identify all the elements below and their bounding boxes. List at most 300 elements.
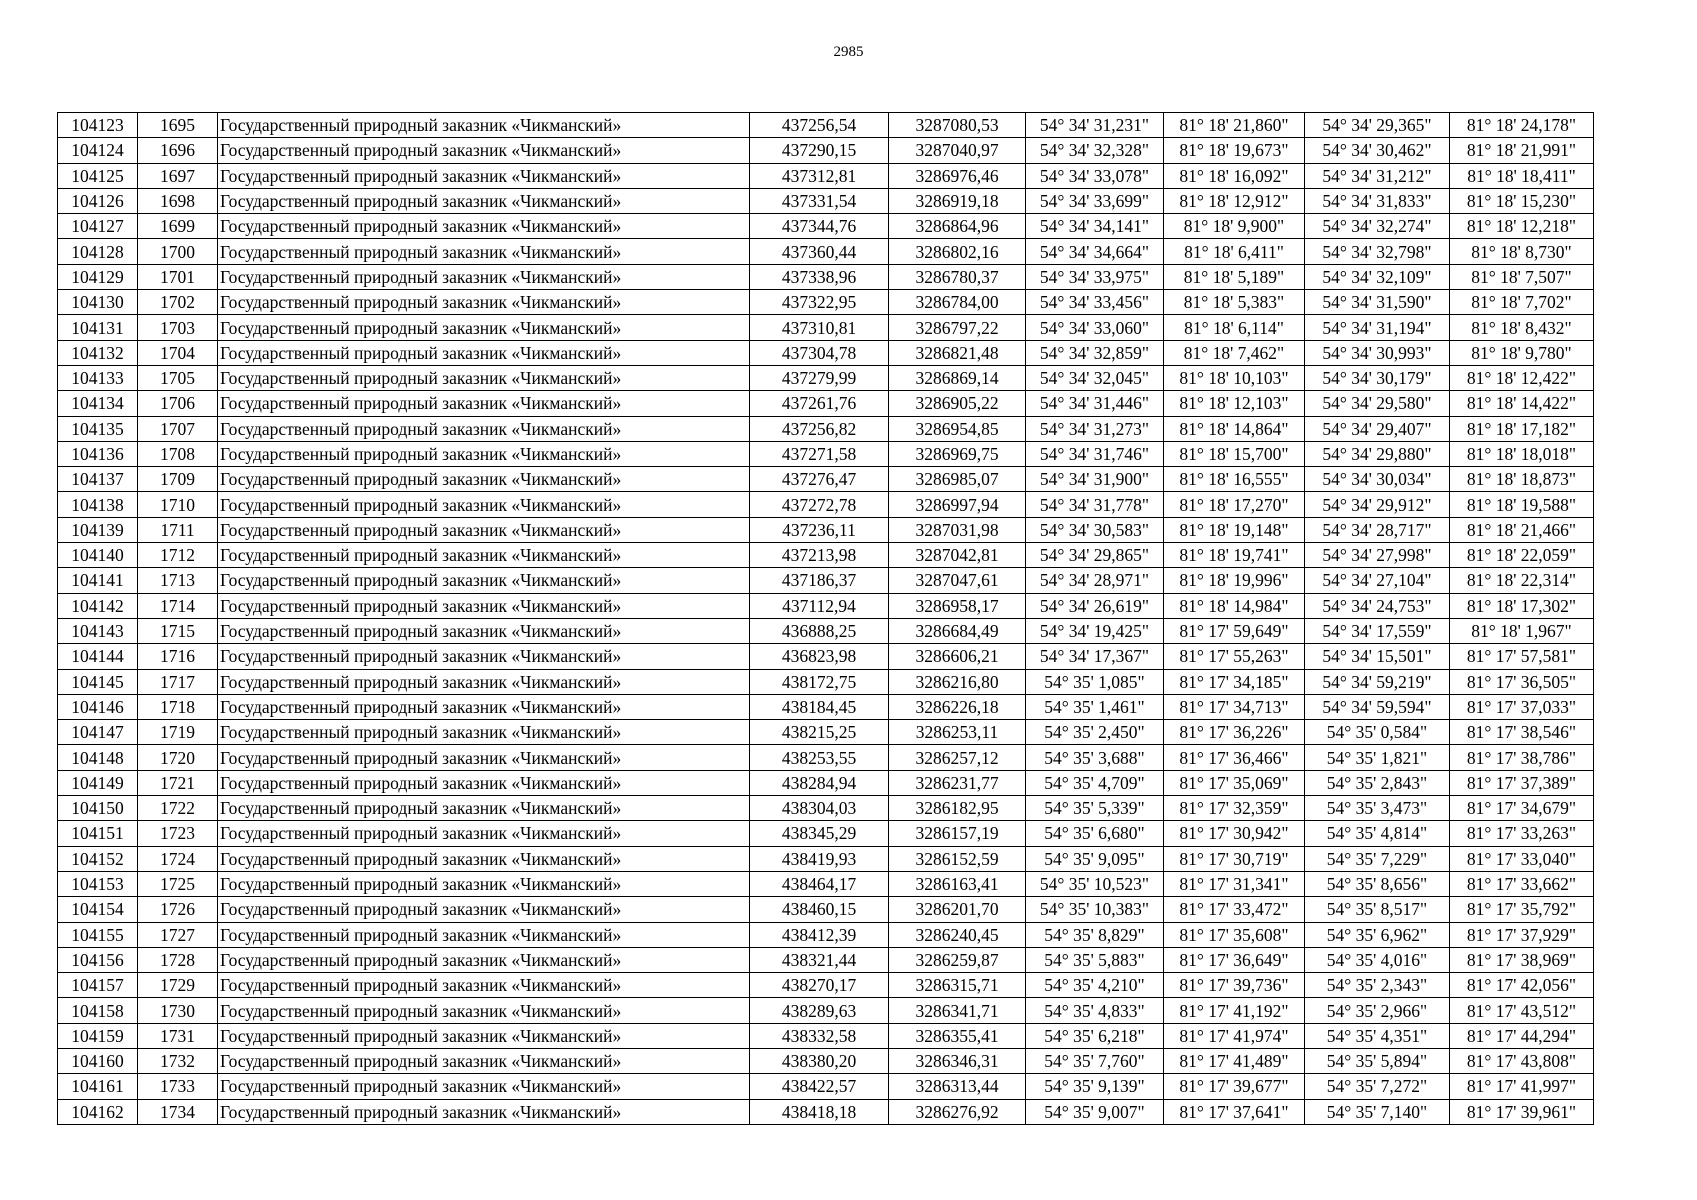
y-coordinate-cell: 3286958,17 xyxy=(889,593,1026,618)
longitude-1-cell: 81° 17' 31,341" xyxy=(1164,871,1305,896)
point-number-cell: 1695 xyxy=(138,113,218,138)
y-coordinate-cell: 3286905,22 xyxy=(889,391,1026,416)
object-name-cell: Государственный природный заказник «Чикманский» xyxy=(218,391,750,416)
object-name-cell: Государственный природный заказник «Чикманский» xyxy=(218,214,750,239)
longitude-1-cell: 81° 17' 34,713" xyxy=(1164,694,1305,719)
latitude-1-cell: 54° 34' 31,446" xyxy=(1026,391,1164,416)
point-number-cell: 1698 xyxy=(138,188,218,213)
table-row xyxy=(58,998,1594,1023)
point-number-cell: 1724 xyxy=(138,846,218,871)
x-coordinate-cell: 438464,17 xyxy=(750,871,889,896)
point-number-cell: 1712 xyxy=(138,543,218,568)
longitude-2-cell: 81° 18' 18,411" xyxy=(1450,163,1594,188)
latitude-1-cell: 54° 35' 4,833" xyxy=(1026,998,1164,1023)
object-name-cell: Государственный природный заказник «Чикманский» xyxy=(218,188,750,213)
longitude-2-cell: 81° 18' 14,422" xyxy=(1450,391,1594,416)
object-name-cell: Государственный природный заказник «Чикманский» xyxy=(218,922,750,947)
object-name-cell: Государственный природный заказник «Чикманский» xyxy=(218,897,750,922)
record-id-cell: 104128 xyxy=(58,239,138,264)
y-coordinate-cell: 3286240,45 xyxy=(889,922,1026,947)
table-row xyxy=(58,973,1594,998)
table-row xyxy=(58,163,1594,188)
longitude-1-cell: 81° 17' 55,263" xyxy=(1164,644,1305,669)
longitude-1-cell: 81° 18' 14,864" xyxy=(1164,416,1305,441)
y-coordinate-cell: 3286969,75 xyxy=(889,441,1026,466)
table-row xyxy=(58,694,1594,719)
table-row xyxy=(58,846,1594,871)
longitude-2-cell: 81° 18' 7,507" xyxy=(1450,264,1594,289)
latitude-1-cell: 54° 34' 19,425" xyxy=(1026,618,1164,643)
x-coordinate-cell: 437186,37 xyxy=(750,568,889,593)
longitude-1-cell: 81° 18' 14,984" xyxy=(1164,593,1305,618)
record-id-cell: 104123 xyxy=(58,113,138,138)
latitude-2-cell: 54° 35' 8,656" xyxy=(1305,871,1450,896)
table-row xyxy=(58,871,1594,896)
point-number-cell: 1716 xyxy=(138,644,218,669)
object-name-cell: Государственный природный заказник «Чикманский» xyxy=(218,239,750,264)
object-name-cell: Государственный природный заказник «Чикманский» xyxy=(218,618,750,643)
latitude-1-cell: 54° 34' 31,746" xyxy=(1026,441,1164,466)
longitude-2-cell: 81° 17' 57,581" xyxy=(1450,644,1594,669)
longitude-2-cell: 81° 18' 9,780" xyxy=(1450,340,1594,365)
longitude-2-cell: 81° 17' 38,969" xyxy=(1450,947,1594,972)
y-coordinate-cell: 3287031,98 xyxy=(889,517,1026,542)
x-coordinate-cell: 437304,78 xyxy=(750,340,889,365)
longitude-2-cell: 81° 17' 44,294" xyxy=(1450,1023,1594,1048)
point-number-cell: 1718 xyxy=(138,694,218,719)
longitude-1-cell: 81° 18' 6,114" xyxy=(1164,315,1305,340)
record-id-cell: 104129 xyxy=(58,264,138,289)
y-coordinate-cell: 3287080,53 xyxy=(889,113,1026,138)
latitude-2-cell: 54° 35' 7,229" xyxy=(1305,846,1450,871)
x-coordinate-cell: 438184,45 xyxy=(750,694,889,719)
point-number-cell: 1705 xyxy=(138,365,218,390)
record-id-cell: 104155 xyxy=(58,922,138,947)
longitude-2-cell: 81° 17' 43,808" xyxy=(1450,1048,1594,1073)
latitude-2-cell: 54° 34' 30,179" xyxy=(1305,365,1450,390)
latitude-1-cell: 54° 35' 7,760" xyxy=(1026,1048,1164,1073)
record-id-cell: 104146 xyxy=(58,694,138,719)
latitude-2-cell: 54° 34' 30,462" xyxy=(1305,138,1450,163)
x-coordinate-cell: 437276,47 xyxy=(750,467,889,492)
point-number-cell: 1732 xyxy=(138,1048,218,1073)
latitude-2-cell: 54° 35' 0,584" xyxy=(1305,720,1450,745)
x-coordinate-cell: 436823,98 xyxy=(750,644,889,669)
x-coordinate-cell: 437279,99 xyxy=(750,365,889,390)
object-name-cell: Государственный природный заказник «Чикманский» xyxy=(218,770,750,795)
point-number-cell: 1721 xyxy=(138,770,218,795)
latitude-2-cell: 54° 34' 59,219" xyxy=(1305,669,1450,694)
point-number-cell: 1702 xyxy=(138,290,218,315)
record-id-cell: 104137 xyxy=(58,467,138,492)
x-coordinate-cell: 437272,78 xyxy=(750,492,889,517)
record-id-cell: 104141 xyxy=(58,568,138,593)
longitude-1-cell: 81° 17' 32,359" xyxy=(1164,796,1305,821)
latitude-2-cell: 54° 34' 29,407" xyxy=(1305,416,1450,441)
x-coordinate-cell: 437312,81 xyxy=(750,163,889,188)
latitude-1-cell: 54° 34' 33,699" xyxy=(1026,188,1164,213)
latitude-1-cell: 54° 35' 1,461" xyxy=(1026,694,1164,719)
latitude-2-cell: 54° 34' 15,501" xyxy=(1305,644,1450,669)
record-id-cell: 104136 xyxy=(58,441,138,466)
record-id-cell: 104127 xyxy=(58,214,138,239)
y-coordinate-cell: 3286231,77 xyxy=(889,770,1026,795)
latitude-1-cell: 54° 34' 32,328" xyxy=(1026,138,1164,163)
longitude-1-cell: 81° 17' 41,489" xyxy=(1164,1048,1305,1073)
table-row xyxy=(58,770,1594,795)
latitude-2-cell: 54° 34' 29,580" xyxy=(1305,391,1450,416)
y-coordinate-cell: 3286821,48 xyxy=(889,340,1026,365)
point-number-cell: 1696 xyxy=(138,138,218,163)
longitude-2-cell: 81° 17' 35,792" xyxy=(1450,897,1594,922)
latitude-2-cell: 54° 34' 32,274" xyxy=(1305,214,1450,239)
x-coordinate-cell: 438172,75 xyxy=(750,669,889,694)
latitude-2-cell: 54° 35' 8,517" xyxy=(1305,897,1450,922)
longitude-2-cell: 81° 18' 7,702" xyxy=(1450,290,1594,315)
longitude-1-cell: 81° 18' 16,092" xyxy=(1164,163,1305,188)
record-id-cell: 104125 xyxy=(58,163,138,188)
latitude-2-cell: 54° 35' 4,814" xyxy=(1305,821,1450,846)
longitude-1-cell: 81° 17' 41,974" xyxy=(1164,1023,1305,1048)
longitude-1-cell: 81° 18' 5,189" xyxy=(1164,264,1305,289)
longitude-1-cell: 81° 18' 21,860" xyxy=(1164,113,1305,138)
latitude-1-cell: 54° 34' 34,664" xyxy=(1026,239,1164,264)
longitude-1-cell: 81° 18' 12,912" xyxy=(1164,188,1305,213)
x-coordinate-cell: 438419,93 xyxy=(750,846,889,871)
table-row xyxy=(58,796,1594,821)
object-name-cell: Государственный природный заказник «Чикманский» xyxy=(218,1048,750,1073)
latitude-1-cell: 54° 35' 2,450" xyxy=(1026,720,1164,745)
x-coordinate-cell: 437261,76 xyxy=(750,391,889,416)
table-row xyxy=(58,138,1594,163)
longitude-2-cell: 81° 18' 21,991" xyxy=(1450,138,1594,163)
longitude-2-cell: 81° 18' 18,018" xyxy=(1450,441,1594,466)
table-row xyxy=(58,922,1594,947)
point-number-cell: 1706 xyxy=(138,391,218,416)
point-number-cell: 1703 xyxy=(138,315,218,340)
record-id-cell: 104154 xyxy=(58,897,138,922)
point-number-cell: 1719 xyxy=(138,720,218,745)
y-coordinate-cell: 3286606,21 xyxy=(889,644,1026,669)
record-id-cell: 104140 xyxy=(58,543,138,568)
object-name-cell: Государственный природный заказник «Чикманский» xyxy=(218,1023,750,1048)
longitude-1-cell: 81° 18' 16,555" xyxy=(1164,467,1305,492)
latitude-1-cell: 54° 35' 9,139" xyxy=(1026,1074,1164,1099)
latitude-2-cell: 54° 34' 31,212" xyxy=(1305,163,1450,188)
latitude-1-cell: 54° 34' 33,456" xyxy=(1026,290,1164,315)
latitude-2-cell: 54° 35' 2,843" xyxy=(1305,770,1450,795)
y-coordinate-cell: 3286257,12 xyxy=(889,745,1026,770)
point-number-cell: 1728 xyxy=(138,947,218,972)
longitude-2-cell: 81° 18' 18,873" xyxy=(1450,467,1594,492)
x-coordinate-cell: 438345,29 xyxy=(750,821,889,846)
latitude-1-cell: 54° 35' 1,085" xyxy=(1026,669,1164,694)
longitude-2-cell: 81° 18' 22,314" xyxy=(1450,568,1594,593)
record-id-cell: 104161 xyxy=(58,1074,138,1099)
object-name-cell: Государственный природный заказник «Чикманский» xyxy=(218,416,750,441)
table-row xyxy=(58,188,1594,213)
y-coordinate-cell: 3286355,41 xyxy=(889,1023,1026,1048)
longitude-2-cell: 81° 18' 8,432" xyxy=(1450,315,1594,340)
point-number-cell: 1725 xyxy=(138,871,218,896)
table-row xyxy=(58,315,1594,340)
record-id-cell: 104143 xyxy=(58,618,138,643)
latitude-1-cell: 54° 35' 6,218" xyxy=(1026,1023,1164,1048)
x-coordinate-cell: 438304,03 xyxy=(750,796,889,821)
longitude-1-cell: 81° 18' 12,103" xyxy=(1164,391,1305,416)
x-coordinate-cell: 437256,54 xyxy=(750,113,889,138)
record-id-cell: 104134 xyxy=(58,391,138,416)
table-row xyxy=(58,720,1594,745)
table-row xyxy=(58,897,1594,922)
longitude-1-cell: 81° 18' 5,383" xyxy=(1164,290,1305,315)
latitude-1-cell: 54° 35' 8,829" xyxy=(1026,922,1164,947)
latitude-1-cell: 54° 35' 6,680" xyxy=(1026,821,1164,846)
longitude-1-cell: 81° 17' 35,608" xyxy=(1164,922,1305,947)
x-coordinate-cell: 437290,15 xyxy=(750,138,889,163)
y-coordinate-cell: 3286182,95 xyxy=(889,796,1026,821)
object-name-cell: Государственный природный заказник «Чикманский» xyxy=(218,796,750,821)
latitude-2-cell: 54° 34' 59,594" xyxy=(1305,694,1450,719)
latitude-2-cell: 54° 34' 32,798" xyxy=(1305,239,1450,264)
latitude-1-cell: 54° 35' 4,210" xyxy=(1026,973,1164,998)
longitude-2-cell: 81° 18' 12,422" xyxy=(1450,365,1594,390)
latitude-2-cell: 54° 34' 28,717" xyxy=(1305,517,1450,542)
latitude-1-cell: 54° 34' 33,060" xyxy=(1026,315,1164,340)
longitude-2-cell: 81° 17' 34,679" xyxy=(1450,796,1594,821)
latitude-2-cell: 54° 34' 29,912" xyxy=(1305,492,1450,517)
y-coordinate-cell: 3286341,71 xyxy=(889,998,1026,1023)
x-coordinate-cell: 437271,58 xyxy=(750,441,889,466)
record-id-cell: 104145 xyxy=(58,669,138,694)
object-name-cell: Государственный природный заказник «Чикманский» xyxy=(218,694,750,719)
longitude-2-cell: 81° 17' 37,389" xyxy=(1450,770,1594,795)
record-id-cell: 104138 xyxy=(58,492,138,517)
table-row xyxy=(58,1074,1594,1099)
table-row xyxy=(58,543,1594,568)
longitude-1-cell: 81° 17' 41,192" xyxy=(1164,998,1305,1023)
table-row xyxy=(58,593,1594,618)
y-coordinate-cell: 3286201,70 xyxy=(889,897,1026,922)
x-coordinate-cell: 437322,95 xyxy=(750,290,889,315)
longitude-1-cell: 81° 17' 59,649" xyxy=(1164,618,1305,643)
latitude-1-cell: 54° 34' 31,778" xyxy=(1026,492,1164,517)
object-name-cell: Государственный природный заказник «Чикманский» xyxy=(218,264,750,289)
latitude-2-cell: 54° 35' 3,473" xyxy=(1305,796,1450,821)
x-coordinate-cell: 437256,82 xyxy=(750,416,889,441)
record-id-cell: 104142 xyxy=(58,593,138,618)
y-coordinate-cell: 3286919,18 xyxy=(889,188,1026,213)
record-id-cell: 104148 xyxy=(58,745,138,770)
latitude-2-cell: 54° 34' 31,590" xyxy=(1305,290,1450,315)
y-coordinate-cell: 3286784,00 xyxy=(889,290,1026,315)
x-coordinate-cell: 437344,76 xyxy=(750,214,889,239)
record-id-cell: 104135 xyxy=(58,416,138,441)
record-id-cell: 104139 xyxy=(58,517,138,542)
x-coordinate-cell: 438332,58 xyxy=(750,1023,889,1048)
x-coordinate-cell: 438215,25 xyxy=(750,720,889,745)
record-id-cell: 104131 xyxy=(58,315,138,340)
point-number-cell: 1717 xyxy=(138,669,218,694)
longitude-2-cell: 81° 17' 39,961" xyxy=(1450,1099,1594,1124)
longitude-2-cell: 81° 18' 15,230" xyxy=(1450,188,1594,213)
latitude-2-cell: 54° 34' 30,034" xyxy=(1305,467,1450,492)
y-coordinate-cell: 3286797,22 xyxy=(889,315,1026,340)
object-name-cell: Государственный природный заказник «Чикманский» xyxy=(218,340,750,365)
y-coordinate-cell: 3286313,44 xyxy=(889,1074,1026,1099)
point-number-cell: 1715 xyxy=(138,618,218,643)
latitude-1-cell: 54° 35' 9,007" xyxy=(1026,1099,1164,1124)
longitude-1-cell: 81° 17' 34,185" xyxy=(1164,669,1305,694)
y-coordinate-cell: 3286163,41 xyxy=(889,871,1026,896)
latitude-2-cell: 54° 34' 17,559" xyxy=(1305,618,1450,643)
object-name-cell: Государственный природный заказник «Чикманский» xyxy=(218,517,750,542)
table-row xyxy=(58,745,1594,770)
object-name-cell: Государственный природный заказник «Чикманский» xyxy=(218,644,750,669)
record-id-cell: 104124 xyxy=(58,138,138,163)
x-coordinate-cell: 438422,57 xyxy=(750,1074,889,1099)
latitude-1-cell: 54° 34' 28,971" xyxy=(1026,568,1164,593)
object-name-cell: Государственный природный заказник «Чикманский» xyxy=(218,467,750,492)
x-coordinate-cell: 437331,54 xyxy=(750,188,889,213)
latitude-2-cell: 54° 34' 24,753" xyxy=(1305,593,1450,618)
table-row xyxy=(58,644,1594,669)
object-name-cell: Государственный природный заказник «Чикманский» xyxy=(218,720,750,745)
object-name-cell: Государственный природный заказник «Чикманский» xyxy=(218,593,750,618)
point-number-cell: 1730 xyxy=(138,998,218,1023)
object-name-cell: Государственный природный заказник «Чикманский» xyxy=(218,669,750,694)
latitude-1-cell: 54° 35' 4,709" xyxy=(1026,770,1164,795)
record-id-cell: 104126 xyxy=(58,188,138,213)
latitude-1-cell: 54° 35' 10,383" xyxy=(1026,897,1164,922)
longitude-1-cell: 81° 18' 19,673" xyxy=(1164,138,1305,163)
y-coordinate-cell: 3287040,97 xyxy=(889,138,1026,163)
x-coordinate-cell: 438460,15 xyxy=(750,897,889,922)
table-row xyxy=(58,416,1594,441)
object-name-cell: Государственный природный заказник «Чикманский» xyxy=(218,163,750,188)
y-coordinate-cell: 3286684,49 xyxy=(889,618,1026,643)
y-coordinate-cell: 3286216,80 xyxy=(889,669,1026,694)
x-coordinate-cell: 438418,18 xyxy=(750,1099,889,1124)
object-name-cell: Государственный природный заказник «Чикманский» xyxy=(218,365,750,390)
latitude-1-cell: 54° 34' 26,619" xyxy=(1026,593,1164,618)
coordinates-table xyxy=(57,112,1594,1125)
point-number-cell: 1720 xyxy=(138,745,218,770)
longitude-2-cell: 81° 18' 19,588" xyxy=(1450,492,1594,517)
point-number-cell: 1708 xyxy=(138,441,218,466)
object-name-cell: Государственный природный заказник «Чикманский» xyxy=(218,543,750,568)
table-row xyxy=(58,340,1594,365)
table-row xyxy=(58,1099,1594,1124)
longitude-1-cell: 81° 18' 15,700" xyxy=(1164,441,1305,466)
point-number-cell: 1733 xyxy=(138,1074,218,1099)
latitude-2-cell: 54° 34' 31,194" xyxy=(1305,315,1450,340)
latitude-2-cell: 54° 34' 27,104" xyxy=(1305,568,1450,593)
longitude-2-cell: 81° 18' 17,302" xyxy=(1450,593,1594,618)
point-number-cell: 1701 xyxy=(138,264,218,289)
longitude-1-cell: 81° 18' 9,900" xyxy=(1164,214,1305,239)
y-coordinate-cell: 3286226,18 xyxy=(889,694,1026,719)
longitude-1-cell: 81° 17' 39,736" xyxy=(1164,973,1305,998)
object-name-cell: Государственный природный заказник «Чикманский» xyxy=(218,315,750,340)
x-coordinate-cell: 437213,98 xyxy=(750,543,889,568)
table-row xyxy=(58,1023,1594,1048)
x-coordinate-cell: 437112,94 xyxy=(750,593,889,618)
latitude-2-cell: 54° 35' 7,272" xyxy=(1305,1074,1450,1099)
latitude-1-cell: 54° 34' 31,900" xyxy=(1026,467,1164,492)
object-name-cell: Государственный природный заказник «Чикманский» xyxy=(218,441,750,466)
longitude-2-cell: 81° 17' 43,512" xyxy=(1450,998,1594,1023)
record-id-cell: 104153 xyxy=(58,871,138,896)
table-row xyxy=(58,1048,1594,1073)
object-name-cell: Государственный природный заказник «Чикманский» xyxy=(218,138,750,163)
longitude-2-cell: 81° 18' 24,178" xyxy=(1450,113,1594,138)
latitude-2-cell: 54° 35' 2,966" xyxy=(1305,998,1450,1023)
longitude-1-cell: 81° 18' 10,103" xyxy=(1164,365,1305,390)
object-name-cell: Государственный природный заказник «Чикманский» xyxy=(218,1099,750,1124)
x-coordinate-cell: 436888,25 xyxy=(750,618,889,643)
record-id-cell: 104149 xyxy=(58,770,138,795)
record-id-cell: 104133 xyxy=(58,365,138,390)
point-number-cell: 1722 xyxy=(138,796,218,821)
table-row xyxy=(58,264,1594,289)
latitude-1-cell: 54° 34' 33,975" xyxy=(1026,264,1164,289)
point-number-cell: 1697 xyxy=(138,163,218,188)
longitude-1-cell: 81° 18' 6,411" xyxy=(1164,239,1305,264)
table-row xyxy=(58,517,1594,542)
x-coordinate-cell: 438270,17 xyxy=(750,973,889,998)
latitude-2-cell: 54° 35' 4,016" xyxy=(1305,947,1450,972)
longitude-1-cell: 81° 18' 7,462" xyxy=(1164,340,1305,365)
longitude-1-cell: 81° 17' 35,069" xyxy=(1164,770,1305,795)
latitude-2-cell: 54° 35' 5,894" xyxy=(1305,1048,1450,1073)
y-coordinate-cell: 3286259,87 xyxy=(889,947,1026,972)
table-row xyxy=(58,214,1594,239)
y-coordinate-cell: 3287042,81 xyxy=(889,543,1026,568)
latitude-1-cell: 54° 34' 32,045" xyxy=(1026,365,1164,390)
table-row xyxy=(58,113,1594,138)
y-coordinate-cell: 3286985,07 xyxy=(889,467,1026,492)
x-coordinate-cell: 438412,39 xyxy=(750,922,889,947)
page-number: 2985 xyxy=(833,44,864,60)
longitude-1-cell: 81° 17' 33,472" xyxy=(1164,897,1305,922)
table-row xyxy=(58,821,1594,846)
y-coordinate-cell: 3287047,61 xyxy=(889,568,1026,593)
y-coordinate-cell: 3286152,59 xyxy=(889,846,1026,871)
x-coordinate-cell: 438253,55 xyxy=(750,745,889,770)
point-number-cell: 1713 xyxy=(138,568,218,593)
table-row xyxy=(58,467,1594,492)
record-id-cell: 104147 xyxy=(58,720,138,745)
record-id-cell: 104151 xyxy=(58,821,138,846)
latitude-1-cell: 54° 35' 10,523" xyxy=(1026,871,1164,896)
x-coordinate-cell: 437310,81 xyxy=(750,315,889,340)
latitude-1-cell: 54° 35' 5,883" xyxy=(1026,947,1164,972)
y-coordinate-cell: 3286864,96 xyxy=(889,214,1026,239)
point-number-cell: 1700 xyxy=(138,239,218,264)
object-name-cell: Государственный природный заказник «Чикманский» xyxy=(218,568,750,593)
longitude-1-cell: 81° 18' 17,270" xyxy=(1164,492,1305,517)
record-id-cell: 104130 xyxy=(58,290,138,315)
x-coordinate-cell: 438380,20 xyxy=(750,1048,889,1073)
y-coordinate-cell: 3286954,85 xyxy=(889,416,1026,441)
longitude-1-cell: 81° 17' 36,649" xyxy=(1164,947,1305,972)
table-body xyxy=(58,113,1594,1125)
record-id-cell: 104144 xyxy=(58,644,138,669)
latitude-1-cell: 54° 34' 33,078" xyxy=(1026,163,1164,188)
record-id-cell: 104158 xyxy=(58,998,138,1023)
table-row xyxy=(58,365,1594,390)
